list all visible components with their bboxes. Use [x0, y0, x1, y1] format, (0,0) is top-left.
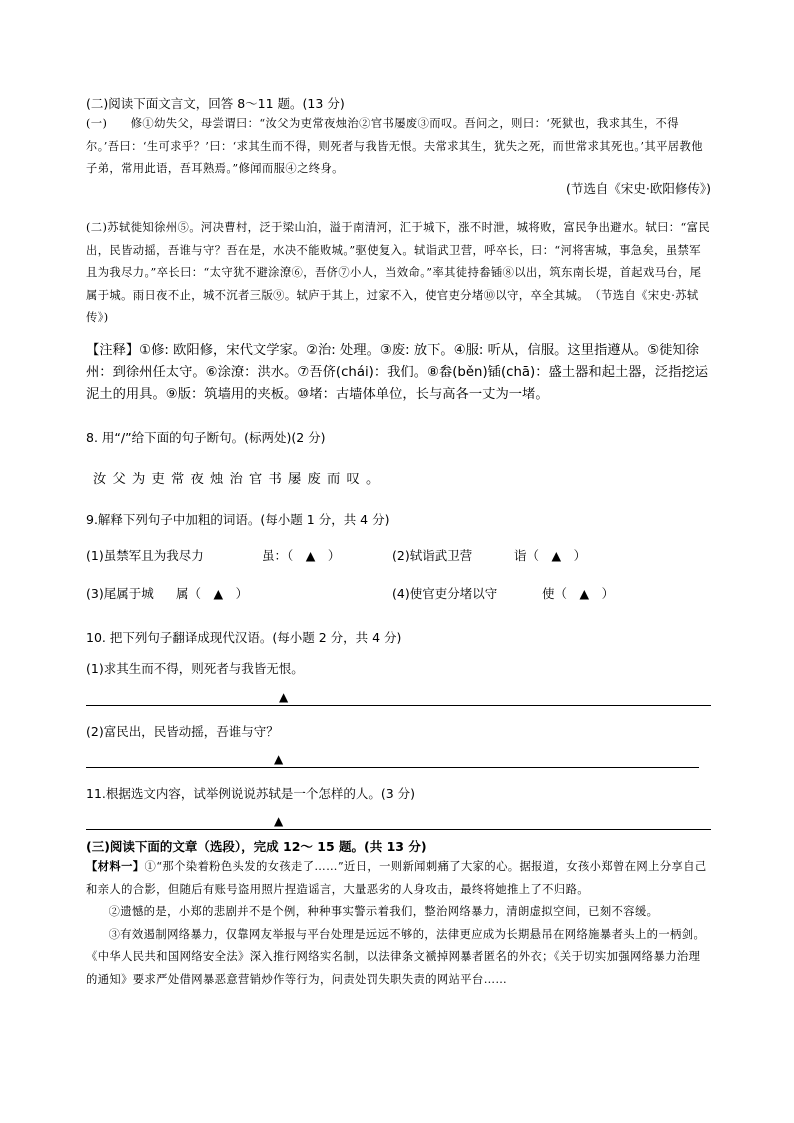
q11-prompt: 11.根据选文内容，试举例说说苏轼是一个怎样的人。(3 分) [86, 786, 416, 801]
section-heading [86, 93, 711, 115]
q10-answer-mark-2: ▲ [274, 752, 284, 766]
material-one-p3: ③有效遏制网络暴力，仅靠网友举报与平台处理是远远不够的，法律更应成为长期悬吊在网络施暴者头上的一柄剑。《中华人民共和国网络安全法》深入推行网络实名制，以法律条文褫掉网暴者匿名的外衣；《关于切实加强网络暴力治理的通知》要求严处借网暴恶意营销炒作等行为，问责处罚失职失责的网站平台…… [86, 927, 706, 986]
q10-s2-text: (2)富民出，民皆动摇，吾谁与守？ [86, 724, 279, 739]
source-one [86, 178, 773, 200]
q9-item1-answer[interactable]: 虽：（ ▲ ） [262, 548, 341, 563]
passage-one [86, 113, 711, 181]
question-8 [86, 428, 711, 446]
q10-sentence-2 [86, 722, 711, 740]
q10-prompt: 10. 把下列句子翻译成现代汉语。(每小题 2 分，共 4 分) [86, 630, 402, 645]
section3-heading [86, 836, 711, 858]
q9-item3-answer[interactable]: 属（ ▲ ） [176, 586, 249, 601]
passage2-text: (二)苏轼徙知徐州⑤。河决曹村，泛于梁山泊，溢于南清河，汇于城下，涨不时泄，城将败，富民争出避水。轼曰：“富民出，民皆动摇，吾谁与守？吾在是，水决不能败城。”驱使复入。轼诣武卫营，呼卒长，曰：“河将害城，事急矣，虽禁军且为我尽力。”卒长曰：“太守犹不避涂潦⑥，吾侪⑦小人，当效命。”率其徒持畚锸⑧以出，筑东南长堤，首起戏马台，尾属于城。雨日夜不止，城不沉者三版⑨。轼庐于其上，过家不入，使官吏分堵⑩以守，卒全其城。 （节选自《宋史·苏轼传》) [86, 221, 711, 324]
q9-item1: (1)虽禁军且为我尽力 [86, 548, 204, 563]
q9-item3: (3)尾属于城 [86, 586, 154, 601]
q10-s1-text: (1)求其生而不得，则死者与我皆无恨。 [86, 661, 304, 676]
q9-item4: (4)使官吏分堵以守 [392, 586, 498, 601]
notes-text: 【注释】①修: 欧阳修，宋代文学家。②治: 处理。③废: 放下。④服: 听从，信服。这里指遵从。⑤徙知徐州：到徐州任太守。⑥涂潦：洪水。⑦吾侪(chái)：我们。⑧畚(běn)锸(chā)：盛土器和起土器，泛指挖运泥土的用具。⑨版：筑墙用的夹板。⑩堵：古墙体单位，长与高各一丈为一堵。 [86, 343, 709, 402]
material-one-p1: 【材料一】①“那个染着粉色头发的女孩走了……”近日，一则新闻刺痛了大家的心。据报道，女孩小郑曾在网上分享自己和亲人的合影，但随后有账号盗用照片捏造谣言，大量恶劣的人身攻击，最终将她推上了不归路。 [86, 860, 707, 896]
section2-heading: (二)阅读下面文言文，回答 8～11 题。(13 分) [86, 96, 345, 111]
q9-item2-answer[interactable]: 诣（ ▲ ） [514, 548, 587, 563]
q11-answer-mark: ▲ [274, 814, 284, 828]
q11-answer-line[interactable] [86, 829, 711, 830]
question-10 [86, 628, 711, 646]
material-one [86, 856, 711, 991]
notes [86, 340, 711, 406]
q8-prompt: 8. 用“/”给下面的句子断句。(标两处)(2 分) [86, 430, 326, 445]
q8-sentence [93, 468, 718, 487]
material-one-p2: ②遗憾的是，小郑的悲剧并不是个例，种种事实警示着我们，整治网络暴力，清朗虚拟空间，已刻不容缓。 [108, 905, 659, 918]
q9-item4-answer[interactable]: 使（ ▲ ） [542, 586, 615, 601]
q10-answer-line-2[interactable] [86, 767, 699, 768]
question-9 [86, 510, 711, 528]
q8-sentence-text: 汝父为吏常夜烛治官书屡废而叹。 [93, 472, 386, 487]
q10-answer-mark-1: ▲ [279, 690, 289, 704]
passage-two [86, 217, 711, 330]
q9-item2: (2)轼诣武卫营 [392, 548, 473, 563]
question-11 [86, 784, 711, 802]
q9-prompt: 9.解释下列句子中加粗的词语。(每小题 1 分，共 4 分) [86, 512, 390, 527]
material-one-label: 【材料一】 [86, 860, 145, 873]
q10-answer-line-1[interactable] [86, 705, 711, 706]
section3-heading-text: (三)阅读下面的文章（选段），完成 12～ 15 题。(共 13 分) [86, 839, 427, 854]
passage1-text: (一) 修①幼失父，母尝谓曰：“汝父为吏常夜烛治②官书屡废③而叹。吾问之，则曰：‘死狱也，我求其生，不得尔。’吾曰：‘生可求乎？’曰：‘求其生而不得，则死者与我皆无恨。夫常求其生，犹失之死，而世常求其死也。’其平居教他子弟，常用此语，吾耳熟焉。”修闻而服④之终身。 [86, 117, 703, 175]
q10-sentence-1 [86, 659, 711, 677]
source1-text: (节选自《宋史·欧阳修传》) [566, 181, 711, 196]
